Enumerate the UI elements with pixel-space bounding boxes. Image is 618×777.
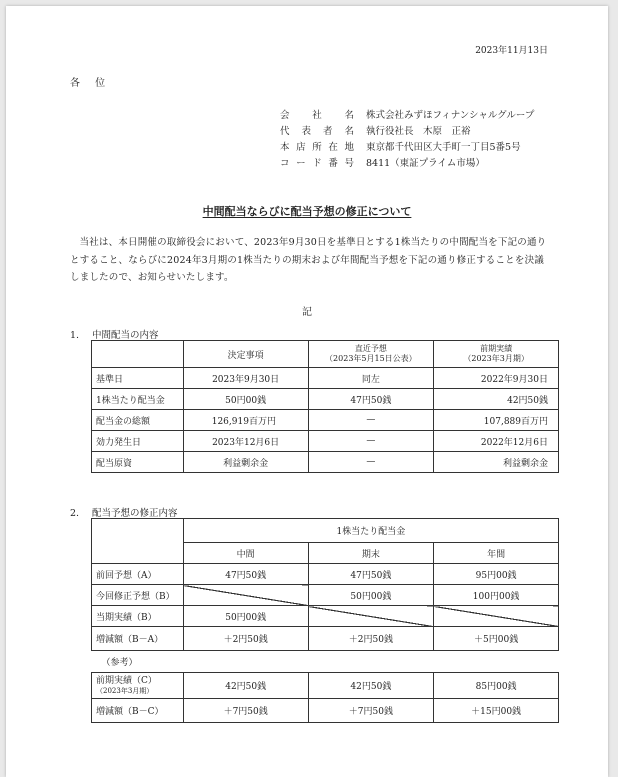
table-cell: ＋15円00銭 <box>434 699 559 723</box>
table-cell: 利益剰余金 <box>183 452 308 473</box>
table-cell: 126,919百万円 <box>183 410 308 431</box>
recent-forecast-label: 直近予想 <box>354 344 387 353</box>
table-cell: 50円00銭 <box>183 606 308 627</box>
representative-row <box>280 124 534 140</box>
recent-forecast-date: （2023年5月15日公表） <box>325 354 417 363</box>
document-title-text: 中間配当ならびに配当予想の修正について <box>202 205 412 218</box>
table-row <box>92 606 559 627</box>
table-cell: 2022年12月6日 <box>434 431 559 452</box>
body-paragraph: 当社は、本日開催の取締役会において、2023年9月30日を基準日とする1株当たりの中間配当を下記の通りとすること、ならびに2024年3月期の1株当たりの期末および年間配当予想を下記の通り修正することを決議しましたので、お知らせいたします。 <box>70 237 547 283</box>
table-cell: 85円00銭 <box>434 673 559 699</box>
table-row <box>92 564 559 585</box>
table-cell-diagonal <box>308 606 434 627</box>
table-header-previous <box>434 341 559 368</box>
table-cell: — <box>308 410 434 431</box>
code-label: コード番号 <box>280 158 354 169</box>
table-cell: 50円00銭 <box>183 389 308 410</box>
ki-marker: 記 <box>302 307 312 318</box>
previous-result-period: （2023年3月期） <box>463 354 529 363</box>
section1-title: 中間配当の内容 <box>92 330 159 341</box>
section2-heading <box>70 505 178 519</box>
code-value: 8411（東証プライム市場） <box>366 158 485 169</box>
row-label: 今回修正予想（B） <box>92 585 184 606</box>
row-sublabel: （2023年3月期） <box>96 686 154 695</box>
table-cell: 利益剰余金 <box>434 452 559 473</box>
previous-result-label: 前期実績 <box>480 344 513 353</box>
code-row <box>280 156 534 172</box>
group-header-empty <box>92 519 184 564</box>
table-cell: 2022年9月30日 <box>434 368 559 389</box>
table-cell: ＋5円00銭 <box>434 627 559 651</box>
table-header-interim: 中間 <box>183 543 308 564</box>
section2-number: 2. <box>70 508 80 519</box>
head-office-value: 東京都千代田区大手町一丁目5番5号 <box>366 142 521 153</box>
table-cell: 2023年12月6日 <box>183 431 308 452</box>
table-cell: ＋2円50銭 <box>308 627 434 651</box>
table-cell-diagonal <box>434 606 559 627</box>
group-header-dividend-per-share: 1株当たり配当金 <box>183 519 558 543</box>
representative-value: 執行役社長 木原 正裕 <box>366 126 471 137</box>
table-header-recent <box>308 341 434 368</box>
table-cell: 42円50銭 <box>434 389 559 410</box>
table-row <box>92 452 559 473</box>
forecast-revision-table <box>91 518 559 723</box>
row-label: 前期実績（C） <box>96 675 157 686</box>
row-label: 1株当たり配当金 <box>92 389 184 410</box>
table-cell: 107,889百万円 <box>434 410 559 431</box>
table-cell: 95円00銭 <box>434 564 559 585</box>
company-name-row <box>280 108 534 124</box>
head-office-label: 本店所在地 <box>280 142 354 153</box>
document-title <box>6 203 608 219</box>
table-cell: 47円50銭 <box>308 389 434 410</box>
reference-label: （参考） <box>101 658 138 668</box>
table-header-empty <box>92 341 184 368</box>
table-header-row <box>92 341 559 368</box>
table-row <box>92 627 559 651</box>
table-cell: 47円50銭 <box>183 564 308 585</box>
row-label: 効力発生日 <box>92 431 184 452</box>
table-cell: ＋2円50銭 <box>183 627 308 651</box>
addressee: 各 位 <box>70 78 112 89</box>
table-row <box>92 410 559 431</box>
document-page <box>6 6 608 777</box>
table-cell: 50円00銭 <box>308 585 434 606</box>
row-label: 基準日 <box>92 368 184 389</box>
representative-label: 代表者名 <box>280 126 354 137</box>
table-row <box>92 585 559 606</box>
table-cell-diagonal <box>183 585 308 606</box>
table-row <box>92 431 559 452</box>
row-label: 配当金の総額 <box>92 410 184 431</box>
table-cell: 42円50銭 <box>183 673 308 699</box>
group-header-row <box>92 519 559 543</box>
row-label: 前回予想（A） <box>92 564 184 585</box>
row-label: 当期実績（B） <box>92 606 184 627</box>
document-date: 2023年11月13日 <box>475 46 548 56</box>
table-cell: — <box>308 431 434 452</box>
table-cell: ＋7円50銭 <box>308 699 434 723</box>
table-cell: 2023年9月30日 <box>183 368 308 389</box>
dividend-table <box>91 340 559 473</box>
table-row <box>92 673 559 699</box>
table-cell: 47円50銭 <box>308 564 434 585</box>
table-header-decided: 決定事項 <box>183 341 308 368</box>
table-row <box>92 389 559 410</box>
section1-number: 1. <box>70 330 80 341</box>
row-label: 増減額（B－A） <box>92 627 184 651</box>
table-cell: ＋7円50銭 <box>183 699 308 723</box>
table-row <box>92 699 559 723</box>
table-cell: 100円00銭 <box>434 585 559 606</box>
table-cell: — <box>308 452 434 473</box>
company-info <box>280 108 534 172</box>
company-name-value: 株式会社みずほフィナンシャルグループ <box>366 110 535 121</box>
reference-row <box>92 651 559 673</box>
section1-heading <box>70 327 159 341</box>
table-cell: 同左 <box>308 368 434 389</box>
row-label: 増減額（B－C） <box>92 699 184 723</box>
table-row <box>92 368 559 389</box>
section2-title: 配当予想の修正内容 <box>92 508 178 519</box>
table-header-annual: 年間 <box>434 543 559 564</box>
row-label-prev-result <box>92 673 184 699</box>
row-label: 配当原資 <box>92 452 184 473</box>
table-cell: 42円50銭 <box>308 673 434 699</box>
head-office-row <box>280 140 534 156</box>
company-name-label: 会社名 <box>280 110 354 121</box>
table-header-year-end: 期末 <box>308 543 434 564</box>
